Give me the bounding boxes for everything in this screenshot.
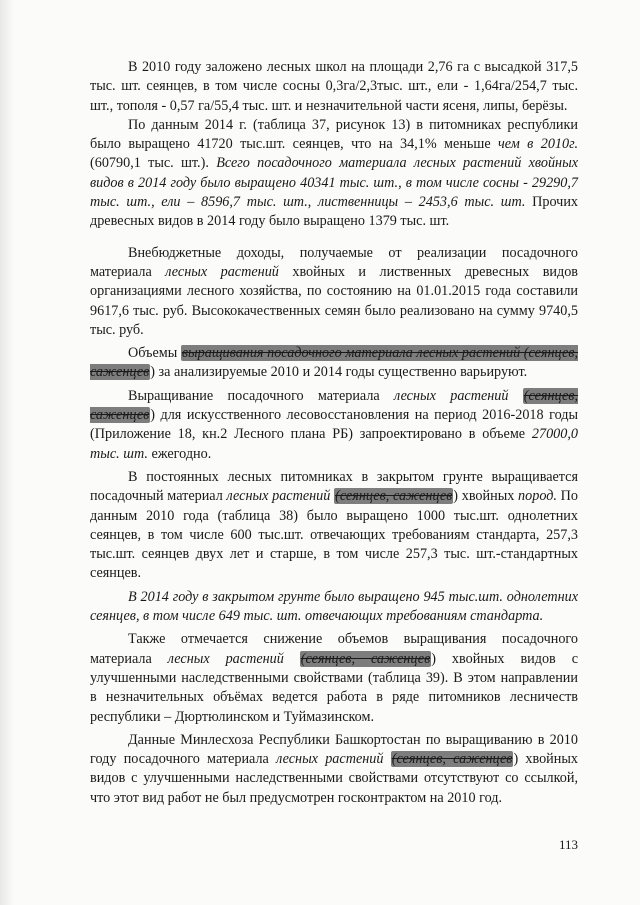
struck-highlight: (сеянцев, саженцев — [335, 488, 453, 505]
text-run: Объемы — [128, 345, 181, 362]
italic-run: лесных растений — [226, 488, 331, 505]
body-text — [90, 58, 578, 808]
italic-run: пород. — [518, 488, 557, 505]
italic-run: В 2014 году в закрытом грунте было выращено 945 тыс.шт. однолетних сеянцев, в том числе 649 тыс. шт. отвечающих требованиям стандарта. — [90, 588, 578, 625]
text-run: ) для искусственного лесовосстановления на период 2016-2018 годы (Приложение 18, кн.2 Лесного плана РБ) запроектировано в объеме — [90, 407, 578, 443]
paragraph-5 — [90, 468, 578, 584]
struck-highlight: (сеянцев, саженцев — [90, 387, 579, 424]
italic-run: чем в 2010г. — [498, 136, 578, 153]
text-run: хвойных и лиственных древесных видов организациями лесного хозяйства, по состоянию на 01.01.2015 года составили 9617,6 тыс. руб. Высококачественных семян было реализовано на сумму 9740,5 тыс. руб. — [90, 263, 579, 338]
struck-highlight: (сеянцев, саженцев — [300, 650, 431, 667]
text-run — [383, 751, 390, 767]
scan-edge-shadow — [0, 0, 14, 905]
italic-run: Всего посадочного материала лесных растений хвойных видов в 2014 году было выращено 40341 тыс. шт., в том числе сосны - 29290,7 тыс. шт., ели – 8596,7 тыс. шт., лиственницы – 2453,6 тыс. шт. — [90, 155, 578, 211]
text-run: ) за анализируемые 2010 и 2014 годы существенно варьируют. — [150, 364, 528, 381]
text-run: Внебюджетные доходы, получаемые от реализации посадочного материала — [90, 244, 578, 280]
struck-highlight: (сеянцев, саженцев — [391, 751, 513, 768]
paragraph-0 — [90, 58, 578, 116]
paragraph-3 — [90, 344, 578, 383]
text-run: ) хвойных — [453, 488, 519, 505]
text-run — [508, 388, 522, 404]
text-run: Также отмечается снижение объемов выращивания посадочного материала — [90, 631, 578, 667]
text-run: (60790,1 тыс. шт.). — [90, 155, 217, 172]
italic-run: лесных растений — [394, 387, 509, 404]
text-run — [284, 651, 300, 667]
paragraph-4 — [90, 387, 578, 464]
italic-run: лесных растений — [165, 263, 279, 280]
text-run: ежегодно. — [147, 445, 212, 462]
struck-highlight: выращивания посадочного материала лесных растений (сеянцев, саженцев — [90, 345, 578, 381]
italic-run: лесных растений — [167, 650, 284, 667]
text-run: В постоянных лесных питомниках в закрытом грунте выращивается посадочный материал — [90, 468, 578, 505]
paragraph-1 — [90, 116, 578, 232]
text-run: Данные Минлесхоза Республики Башкортостан по выращиванию в 2010 году посадочного материала — [90, 731, 578, 768]
page-number: 113 — [558, 837, 578, 852]
text-run: По данным 2014 г. (таблица 37, рисунок 13) в питомниках республики было выращено 41720 тыс.шт. сеянцев, что на 34,1% меньше — [90, 116, 578, 153]
text-run: По данным 2010 года (таблица 38) было выращено 1000 тыс.шт. однолетних сеянцев, в том числе 600 тыс.шт. отвечающих требованиям стандарта, 257,3 тыс.шт. сеянцев двух лет и старше, в том числе 257,3 тыс. шт.-стандартных сеянцев. — [90, 488, 579, 582]
text-run: ) хвойных видов с улучшенными наследственными свойствами отсутствуют со ссылкой, что этот вид работ не был предусмотрен госконтрактом на 2010 год. — [90, 751, 578, 806]
paragraph-2 — [90, 244, 578, 340]
text-run: Прочих древесных видов в 2014 году было выращено 1379 тыс. шт. — [90, 194, 579, 230]
text-run: ) хвойных видов с улучшенными наследственными свойствами (таблица 39). В этом направлении в незначительных объёмах ведется работа в ряде питомников лесничеств республики – Дюртюлинском и Туймазинском. — [90, 650, 578, 725]
paragraph-6 — [90, 588, 578, 627]
paragraph-7 — [90, 630, 578, 726]
italic-run: 27000,0 тыс. шт. — [90, 426, 578, 462]
italic-run: лесных растений — [276, 751, 384, 768]
text-run: Выращивание посадочного материала — [128, 387, 395, 404]
text-run: В 2010 году заложено лесных школ на площади 2,76 га с высадкой 317,5 тыс. шт. сеянцев, в том числе сосны 0,3га/2,3тыс. шт., ели - 1,64га/254,7 тыс. шт., тополя - 0,57 га/55,4 тыс. шт. и незначительной части ясеня, липы, берёзы. — [90, 59, 578, 114]
paragraph-8 — [90, 731, 578, 808]
